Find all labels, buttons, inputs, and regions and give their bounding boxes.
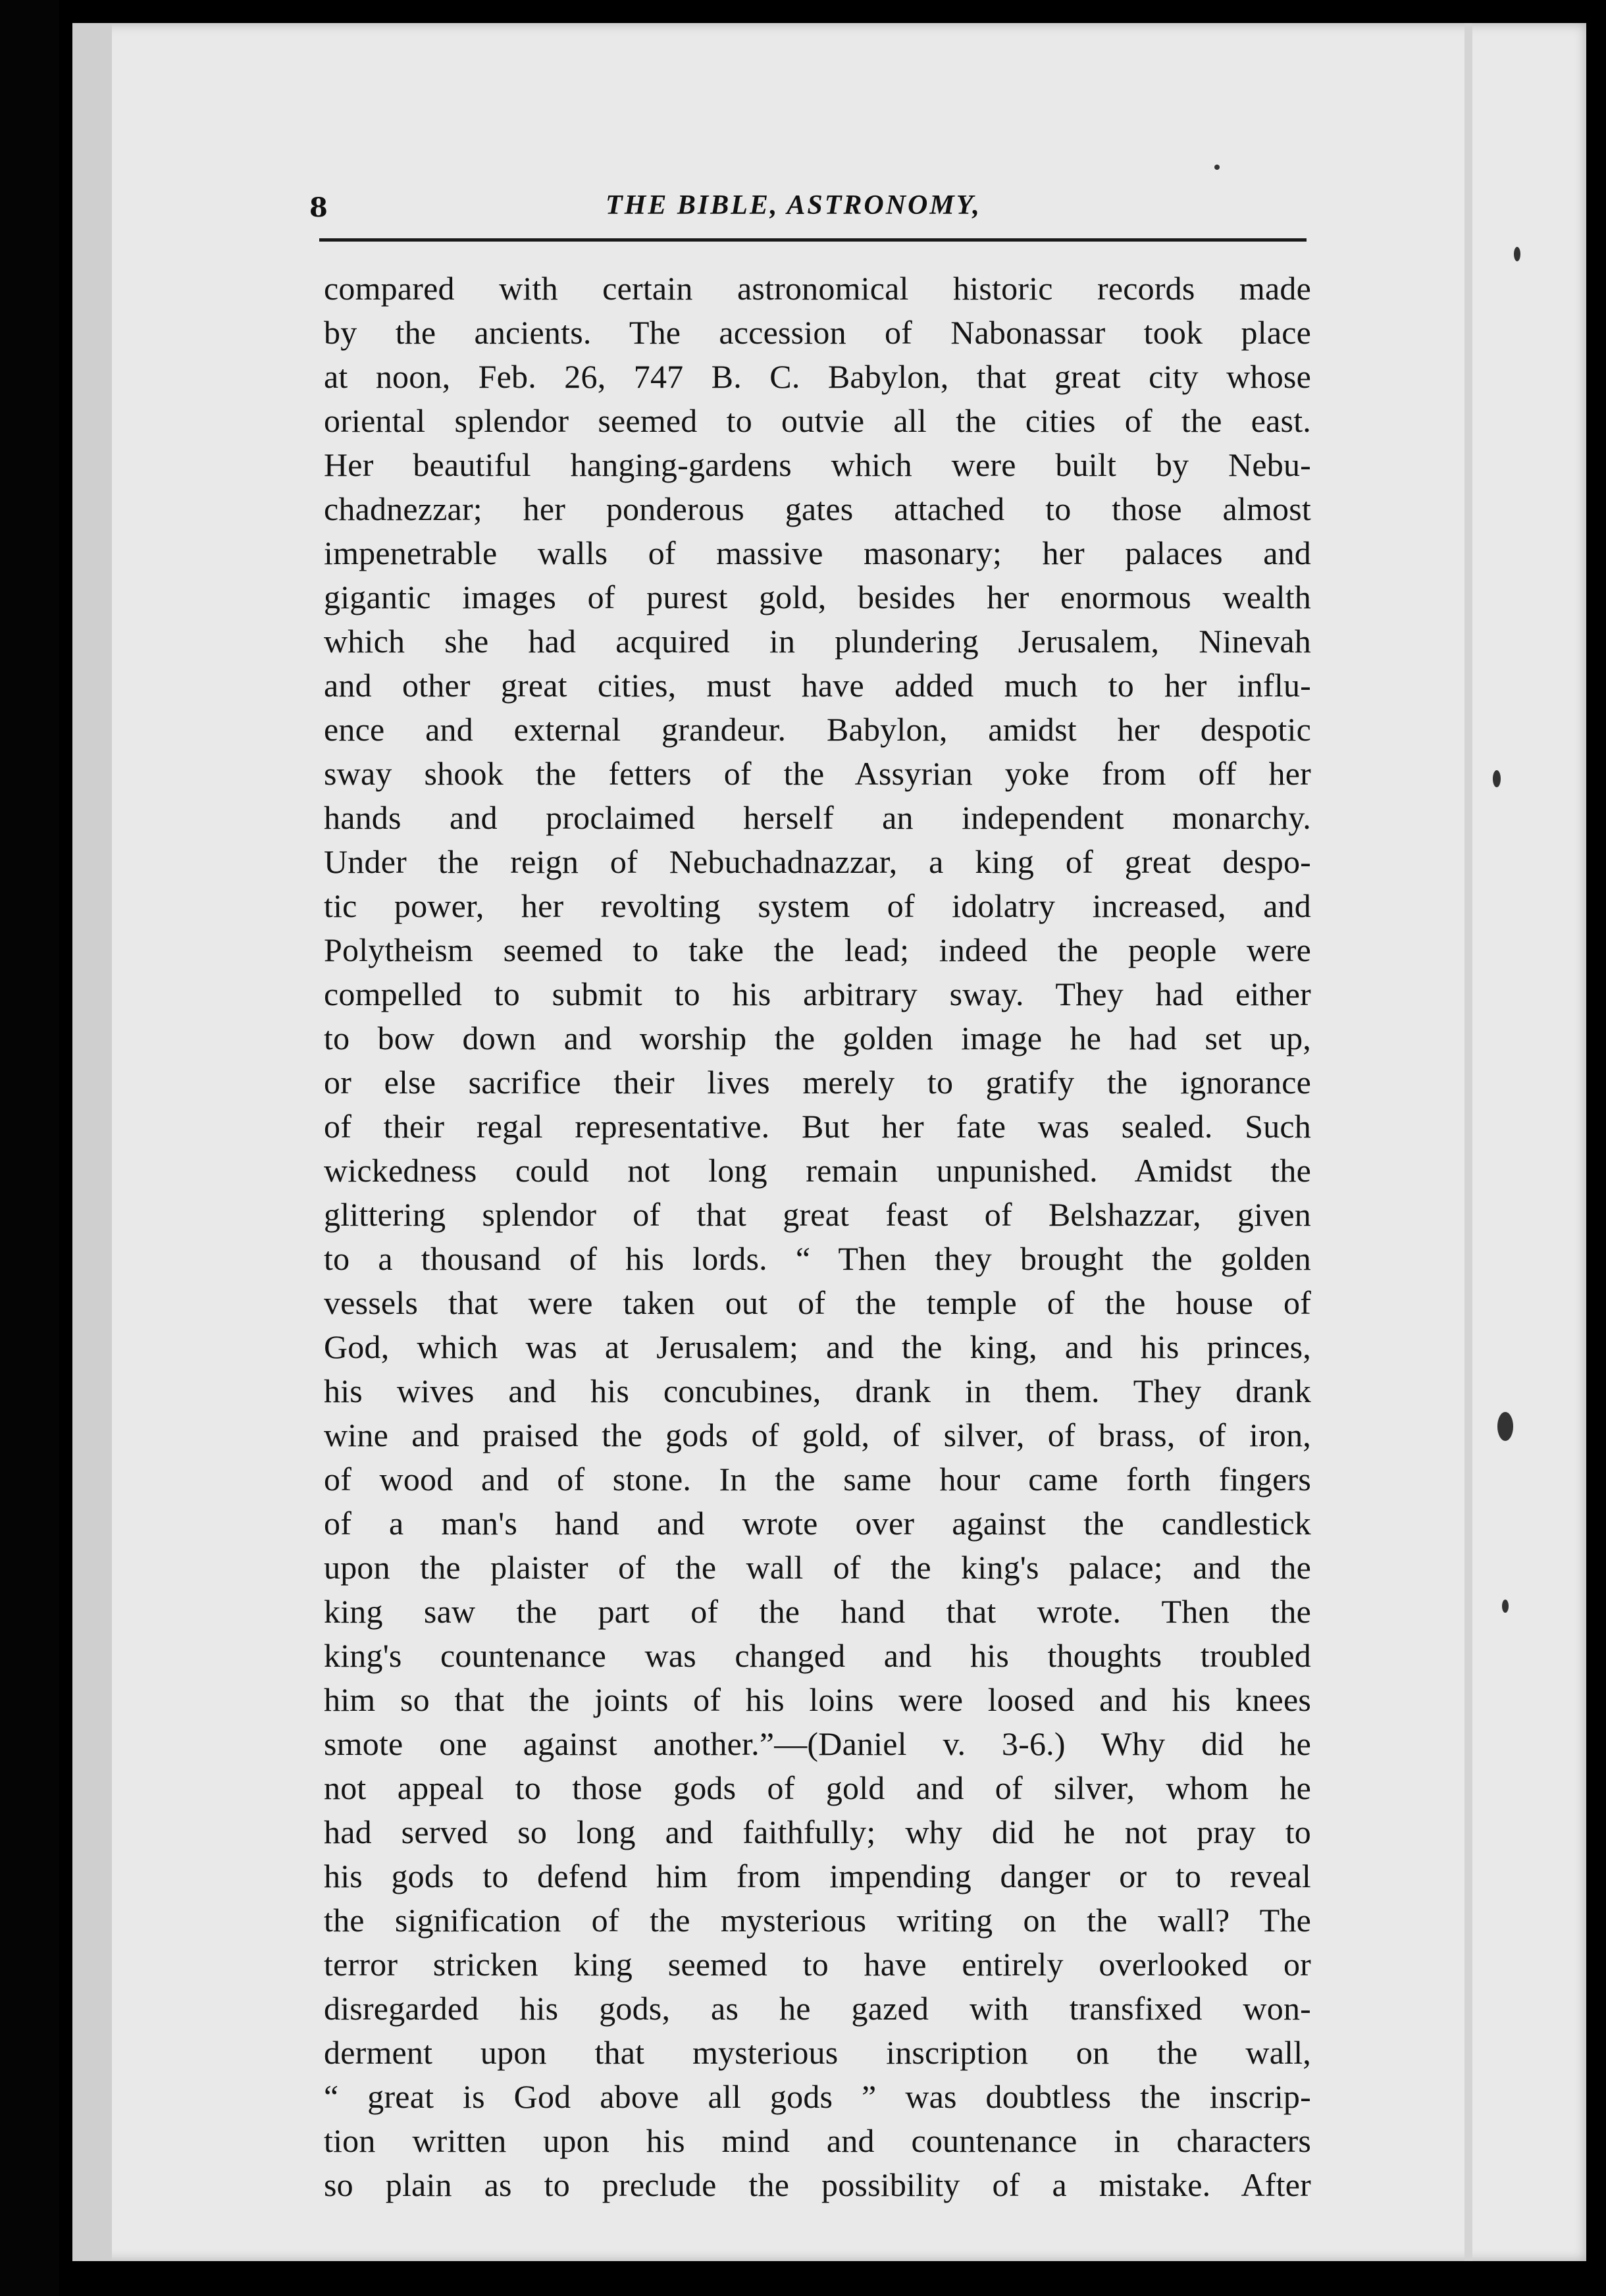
text-line: tion written upon his mind and countenance in characters [324, 2122, 1311, 2159]
text-line: derment upon that mysterious inscription on the wall, [324, 2034, 1311, 2071]
header-rule [319, 238, 1307, 242]
text-line: of a man's hand and wrote over against the candlestick [324, 1505, 1311, 1542]
text-line: disregarded his gods, as he gazed with transfixed won- [324, 1990, 1311, 2027]
text-line: glittering splendor of that great feast of Belshazzar, given [324, 1196, 1311, 1233]
page-header [309, 190, 1310, 236]
text-line: king saw the part of the hand that wrote. Then the [324, 1593, 1311, 1630]
text-line: Her beautiful hanging-gardens which were built by Nebu- [324, 446, 1311, 483]
text-line: hands and proclaimed herself an independent monarchy. [324, 799, 1311, 836]
text-line: gigantic images of purest gold, besides her enormous wealth [324, 579, 1311, 615]
scan-left-border [0, 0, 59, 2296]
text-line: wickedness could not long remain unpunished. Amidst the [324, 1152, 1311, 1189]
body-text [324, 267, 1311, 2207]
text-line: sway shook the fetters of the Assyrian yoke from off her [324, 755, 1311, 792]
text-line: his wives and his concubines, drank in them. They drank [324, 1372, 1311, 1409]
text-line: Under the reign of Nebuchadnazzar, a king of great despo- [324, 843, 1311, 880]
text-line: oriental splendor seemed to outvie all the cities of the east. [324, 402, 1311, 439]
text-line: to a thousand of his lords. “ Then they brought the golden [324, 1240, 1311, 1277]
scan-speck [1502, 1600, 1509, 1613]
text-line: impenetrable walls of massive masonary; her palaces and [324, 535, 1311, 571]
text-line: Polytheism seemed to take the lead; indeed the people were [324, 931, 1311, 968]
text-line: vessels that were taken out of the temple of the house of [324, 1284, 1311, 1321]
text-line: not appeal to those gods of gold and of silver, whom he [324, 1769, 1311, 1806]
text-line: God, which was at Jerusalem; and the king, and his princes, [324, 1328, 1311, 1365]
text-line: tic power, her revolting system of idolatry increased, and [324, 887, 1311, 924]
text-line: him so that the joints of his loins were loosed and his knees [324, 1681, 1311, 1718]
text-line: upon the plaister of the wall of the king's palace; and the [324, 1549, 1311, 1586]
text-line: at noon, Feb. 26, 747 B. C. Babylon, that great city whose [324, 358, 1311, 395]
scan-speck [1214, 165, 1220, 170]
text-line: terror stricken king seemed to have entirely overlooked or [324, 1946, 1311, 1983]
scan-speck [1497, 1412, 1513, 1441]
text-line: to bow down and worship the golden image he had set up, [324, 1020, 1311, 1057]
text-line: by the ancients. The accession of Nabonassar took place [324, 314, 1311, 351]
text-line: compared with certain astronomical historic records made [324, 270, 1311, 307]
text-line: and other great cities, must have added much to her influ- [324, 667, 1311, 704]
text-line: or else sacrifice their lives merely to gratify the ignorance [324, 1064, 1311, 1101]
text-line: king's countenance was changed and his thoughts troubled [324, 1637, 1311, 1674]
text-line: ence and external grandeur. Babylon, amidst her despotic [324, 711, 1311, 748]
text-line: the signification of the mysterious writing on the wall? The [324, 1902, 1311, 1939]
text-line: “ great is God above all gods ” was doubtless the inscrip- [324, 2078, 1311, 2115]
scan-speck [1514, 247, 1520, 261]
text-line: so plain as to preclude the possibility of a mistake. After [324, 2166, 1311, 2203]
page-fold-line [1464, 23, 1472, 2261]
page-number: 8 [309, 192, 328, 223]
page-gutter-shadow [72, 23, 112, 2261]
running-head: THE BIBLE, ASTRONOMY, [606, 190, 981, 221]
text-line: compelled to submit to his arbitrary sway. They had either [324, 976, 1311, 1012]
text-line: smote one against another.”—(Daniel v. 3-6.) Why did he [324, 1725, 1311, 1762]
text-line: of wood and of stone. In the same hour came forth fingers [324, 1461, 1311, 1498]
text-line: which she had acquired in plundering Jerusalem, Ninevah [324, 623, 1311, 660]
text-line: his gods to defend him from impending danger or to reveal [324, 1858, 1311, 1894]
text-line: had served so long and faithfully; why did he not pray to [324, 1813, 1311, 1850]
text-line: chadnezzar; her ponderous gates attached to those almost [324, 490, 1311, 527]
text-line: wine and praised the gods of gold, of silver, of brass, of iron, [324, 1417, 1311, 1453]
scan-speck [1493, 770, 1501, 787]
text-line: of their regal representative. But her fate was sealed. Such [324, 1108, 1311, 1145]
